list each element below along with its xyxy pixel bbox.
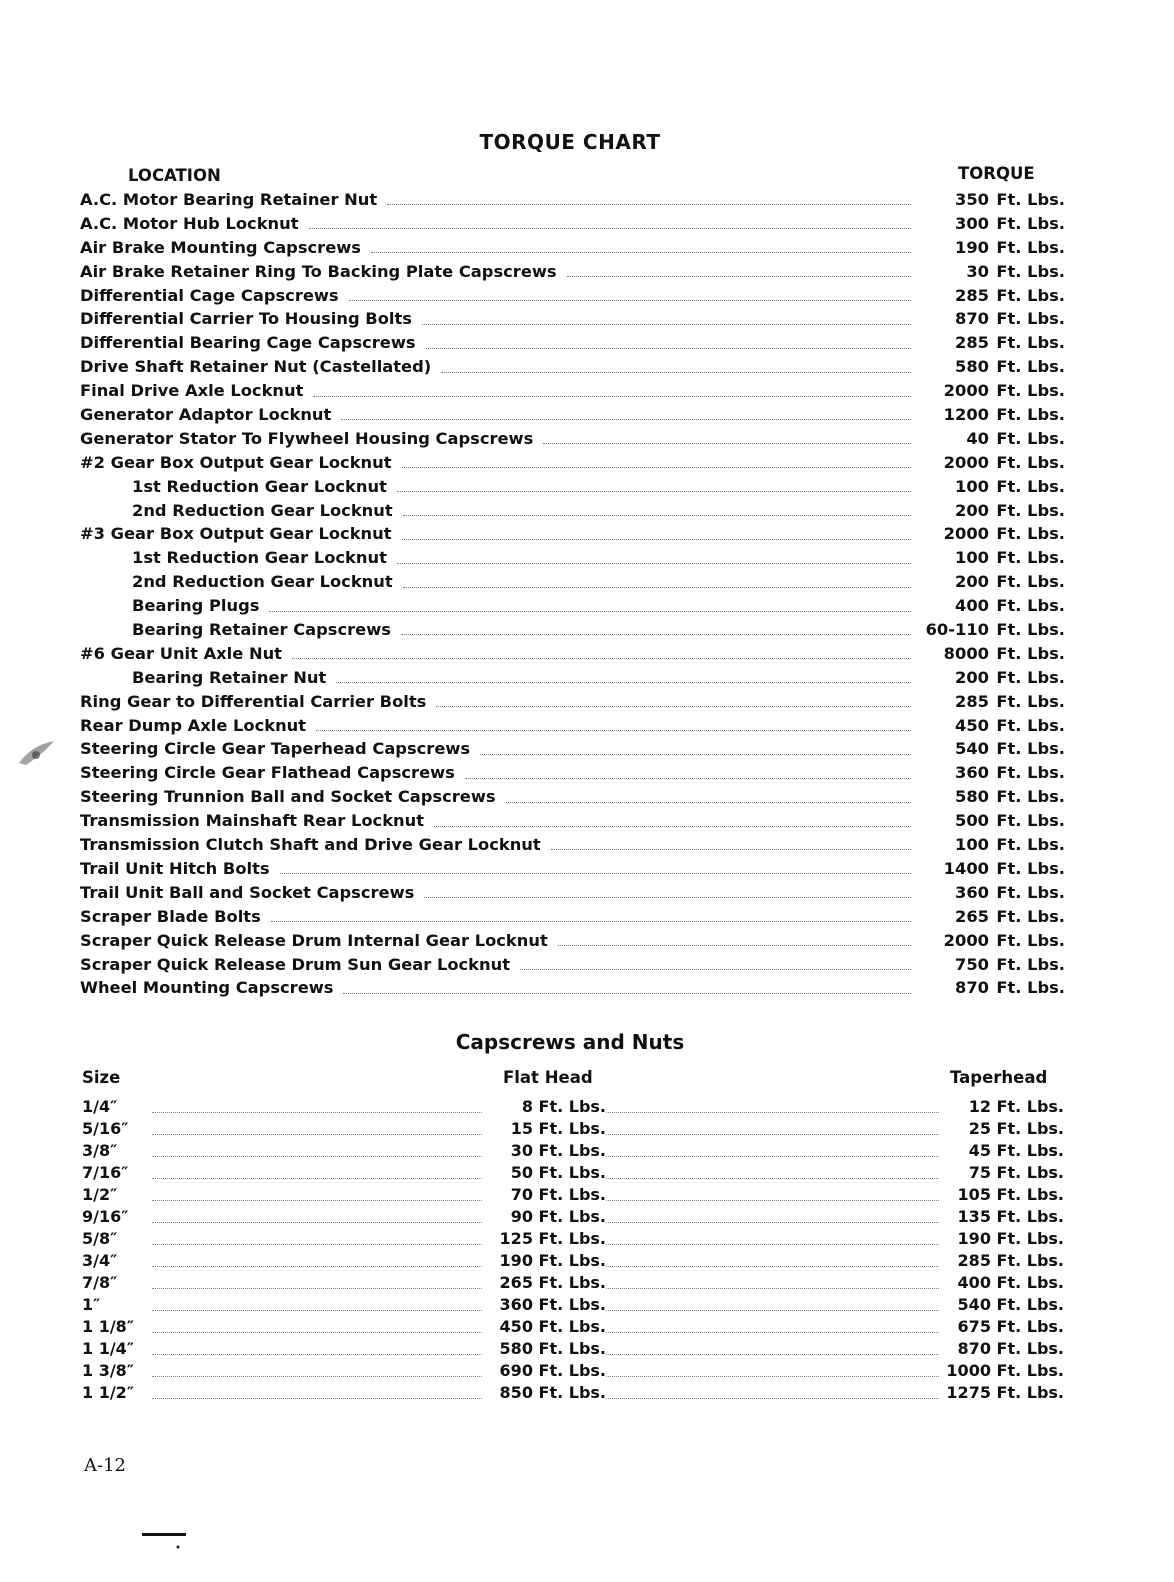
torque-value: 350 [955,190,989,209]
torque-row [80,403,1065,427]
torque-unit: Ft. Lbs. [996,691,1065,711]
torque-row [80,714,1065,738]
torque-unit: Ft. Lbs. [996,667,1065,687]
torque-row [80,905,1065,929]
torque-value: 30 [966,261,989,281]
torque-unit: Ft. Lbs. [996,572,1065,592]
taperhead-value: 135 Ft. Lbs. [957,1207,1064,1226]
leader-dots [606,1332,939,1333]
torque-value: 265 [955,906,989,926]
location-label: Steering Circle Gear Flathead Capscrews [80,763,455,783]
torque-row [80,188,1065,212]
torque-unit: Ft. Lbs. [996,596,1065,616]
size-value: 1/2″ [82,1185,118,1204]
torque-row [80,260,1065,284]
torque-value: 200 [955,500,989,520]
leader-dots [152,1156,482,1157]
location-label: Rear Dump Axle Locknut [80,715,307,735]
leader-dots [436,706,911,707]
location-label: Differential Bearing Cage Capscrews [80,333,416,353]
leader-dots [292,658,911,659]
torque-value: 450 [955,715,989,735]
taperhead-value: 675 Ft. Lbs. [957,1317,1064,1336]
flat-head-value: 70 Ft. Lbs. [510,1185,606,1204]
flat-head-value: 265 Ft. Lbs. [499,1273,606,1292]
flat-head-value: 90 Ft. Lbs. [510,1207,606,1226]
torque-row [80,618,1065,642]
capscrew-row [82,1140,1064,1162]
torque-value: 360 [955,882,989,902]
capscrew-row [82,1360,1064,1382]
location-column-header: LOCATION [128,166,221,185]
torque-unit: Ft. Lbs. [996,428,1065,448]
leader-dots [336,682,911,683]
torque-value: 750 [955,954,989,974]
taperhead-value: 1000 Ft. Lbs. [946,1361,1064,1380]
taperhead-value: 540 Ft. Lbs. [957,1295,1064,1314]
page-title: TORQUE CHART [479,130,661,154]
torque-unit: Ft. Lbs. [996,333,1065,353]
leader-dots [309,228,912,229]
torque-unit: Ft. Lbs. [996,643,1065,663]
leader-dots [465,778,911,779]
location-label: Trail Unit Hitch Bolts [80,858,270,878]
capscrew-row [82,1316,1064,1338]
flat-head-value: 360 Ft. Lbs. [499,1295,606,1314]
torque-unit: Ft. Lbs. [996,548,1065,568]
size-column-header: Size [82,1068,121,1087]
leader-dots [152,1112,482,1113]
torque-row [80,953,1065,977]
leader-dots [606,1244,939,1245]
leader-dots [402,539,912,540]
flat-head-value: 850 Ft. Lbs. [499,1383,606,1402]
taperhead-value: 285 Ft. Lbs. [957,1251,1064,1270]
capscrew-row [82,1206,1064,1228]
taperhead-value: 190 Ft. Lbs. [957,1229,1064,1248]
torque-value: 1200 [943,405,989,425]
location-label: A.C. Motor Hub Locknut [80,213,299,233]
leader-dots [316,730,911,731]
location-label: Differential Carrier To Housing Bolts [80,309,412,329]
torque-row [80,212,1065,236]
torque-value: 285 [955,333,989,353]
size-value: 7/8″ [82,1273,118,1292]
location-label: Transmission Mainshaft Rear Locknut [80,811,424,831]
torque-value: 2000 [943,381,989,401]
torque-unit: Ft. Lbs. [996,620,1065,640]
leader-dots [152,1288,482,1289]
torque-value: 2000 [943,930,989,950]
leader-dots [434,826,911,827]
taperhead-column-header: Taperhead [950,1068,1048,1087]
torque-value: 40 [966,428,989,448]
torque-unit: Ft. Lbs. [996,715,1065,735]
taperhead-value: 105 Ft. Lbs. [957,1185,1064,1204]
torque-table [80,188,1065,1000]
scan-dash-mark [140,1527,200,1557]
flat-head-value: 8 Ft. Lbs. [521,1097,606,1116]
torque-unit: Ft. Lbs. [996,213,1065,233]
location-label: Generator Adaptor Locknut [80,405,332,425]
torque-row [80,929,1065,953]
capscrew-row [82,1294,1064,1316]
capscrew-row [82,1096,1064,1118]
flat-head-value: 580 Ft. Lbs. [499,1339,606,1358]
torque-value: 870 [955,309,989,329]
size-value: 1 1/8″ [82,1317,134,1336]
location-label: Scraper Quick Release Drum Sun Gear Locknut [80,954,510,974]
location-label: A.C. Motor Bearing Retainer Nut [80,190,378,209]
torque-unit: Ft. Lbs. [996,906,1065,926]
taperhead-value: 1275 Ft. Lbs. [946,1383,1064,1402]
leader-dots [606,1266,939,1267]
torque-row [80,857,1065,881]
torque-column-header: TORQUE [958,164,1035,183]
torque-unit: Ft. Lbs. [996,405,1065,425]
torque-unit: Ft. Lbs. [996,787,1065,807]
leader-dots [422,324,911,325]
leader-dots [397,491,911,492]
location-label: Scraper Quick Release Drum Internal Gear Locknut [80,930,548,950]
torque-row [80,546,1065,570]
torque-value: 300 [955,213,989,233]
leader-dots [152,1398,482,1399]
leader-dots [152,1200,482,1201]
capscrews-section-title: Capscrews and Nuts [455,1030,685,1054]
capscrew-row [82,1228,1064,1250]
torque-value: 60-110 [925,620,989,640]
leader-dots [426,348,911,349]
size-value: 1″ [82,1295,101,1314]
leader-dots [441,372,911,373]
flat-head-value: 190 Ft. Lbs. [499,1251,606,1270]
size-value: 5/16″ [82,1119,129,1138]
torque-unit: Ft. Lbs. [996,452,1065,472]
torque-unit: Ft. Lbs. [996,500,1065,520]
leader-dots [280,873,911,874]
taperhead-value: 870 Ft. Lbs. [957,1339,1064,1358]
location-label: Air Brake Retainer Ring To Backing Plate Capscrews [80,261,557,281]
location-label: Generator Stator To Flywheel Housing Capscrews [80,428,534,448]
taperhead-value: 25 Ft. Lbs. [968,1119,1064,1138]
leader-dots [269,611,911,612]
torque-value: 100 [955,835,989,855]
torque-unit: Ft. Lbs. [996,357,1065,377]
location-label: Ring Gear to Differential Carrier Bolts [80,691,427,711]
leader-dots [567,276,911,277]
location-label: #3 Gear Box Output Gear Locknut [80,524,392,544]
location-label: #6 Gear Unit Axle Nut [80,643,282,663]
torque-value: 580 [955,357,989,377]
scan-smudge-mark [14,735,64,775]
size-value: 5/8″ [82,1229,118,1248]
leader-dots [313,396,911,397]
capscrew-row [82,1118,1064,1140]
size-value: 9/16″ [82,1207,129,1226]
location-label: Bearing Retainer Capscrews [132,620,391,640]
leader-dots [606,1354,939,1355]
torque-row [80,666,1065,690]
torque-unit: Ft. Lbs. [996,261,1065,281]
flat-head-value: 15 Ft. Lbs. [510,1119,606,1138]
size-value: 3/4″ [82,1251,118,1270]
torque-unit: Ft. Lbs. [996,811,1065,831]
torque-row [80,690,1065,714]
leader-dots [606,1222,939,1223]
torque-row [80,809,1065,833]
leader-dots [606,1134,939,1135]
flat-head-value: 125 Ft. Lbs. [499,1229,606,1248]
torque-row [80,331,1065,355]
torque-unit: Ft. Lbs. [996,237,1065,257]
capscrew-row [82,1162,1064,1184]
flat-head-value: 30 Ft. Lbs. [510,1141,606,1160]
location-label: Transmission Clutch Shaft and Drive Gear Locknut [80,835,541,855]
torque-unit: Ft. Lbs. [996,858,1065,878]
flat-head-column-header: Flat Head [503,1068,593,1087]
leader-dots [152,1222,482,1223]
torque-value: 870 [955,978,989,998]
torque-row [80,761,1065,785]
torque-row [80,976,1065,1000]
leader-dots [551,849,911,850]
torque-value: 400 [955,596,989,616]
torque-row [80,522,1065,546]
torque-value: 2000 [943,524,989,544]
leader-dots [152,1134,482,1135]
torque-row [80,570,1065,594]
leader-dots [397,563,911,564]
leader-dots [606,1200,939,1201]
torque-unit: Ft. Lbs. [996,954,1065,974]
torque-row [80,594,1065,618]
location-label: Differential Cage Capscrews [80,285,339,305]
leader-dots [271,921,911,922]
leader-dots [520,969,911,970]
location-label: Steering Circle Gear Taperhead Capscrews [80,739,471,759]
size-value: 3/8″ [82,1141,118,1160]
size-value: 1 1/2″ [82,1383,134,1402]
torque-row [80,785,1065,809]
leader-dots [506,802,911,803]
location-label: 2nd Reduction Gear Locknut [132,500,393,520]
torque-unit: Ft. Lbs. [996,381,1065,401]
torque-unit: Ft. Lbs. [996,835,1065,855]
leader-dots [606,1376,939,1377]
torque-value: 540 [955,739,989,759]
torque-row [80,379,1065,403]
torque-row [80,737,1065,761]
size-value: 7/16″ [82,1163,129,1182]
torque-row [80,284,1065,308]
leader-dots [606,1178,939,1179]
size-value: 1 3/8″ [82,1361,134,1380]
size-value: 1/4″ [82,1097,118,1116]
torque-value: 580 [955,787,989,807]
leader-dots [606,1112,939,1113]
leader-dots [606,1398,939,1399]
torque-unit: Ft. Lbs. [996,930,1065,950]
leader-dots [152,1244,482,1245]
location-label: Bearing Retainer Nut [132,667,327,687]
location-label: Steering Trunnion Ball and Socket Capscrews [80,787,496,807]
leader-dots [558,945,911,946]
location-label: 1st Reduction Gear Locknut [132,548,387,568]
torque-row [80,499,1065,523]
torque-unit: Ft. Lbs. [996,190,1065,209]
page-number: A-12 [84,1455,126,1476]
leader-dots [349,300,911,301]
flat-head-value: 450 Ft. Lbs. [499,1317,606,1336]
leader-dots [152,1266,482,1267]
taperhead-value: 75 Ft. Lbs. [968,1163,1064,1182]
location-label: Scraper Blade Bolts [80,906,261,926]
torque-row [80,451,1065,475]
torque-value: 200 [955,572,989,592]
size-value: 1 1/4″ [82,1339,134,1358]
capscrews-table [82,1096,1064,1404]
torque-value: 100 [955,476,989,496]
torque-row [80,833,1065,857]
torque-value: 500 [955,811,989,831]
leader-dots [387,204,911,205]
capscrew-row [82,1272,1064,1294]
torque-row [80,881,1065,905]
leader-dots [543,443,911,444]
torque-row [80,307,1065,331]
torque-value: 1400 [943,858,989,878]
capscrew-row [82,1338,1064,1360]
torque-value: 285 [955,691,989,711]
flat-head-value: 50 Ft. Lbs. [510,1163,606,1182]
location-label: Air Brake Mounting Capscrews [80,237,361,257]
torque-unit: Ft. Lbs. [996,524,1065,544]
torque-row [80,642,1065,666]
capscrew-row [82,1382,1064,1404]
torque-value: 200 [955,667,989,687]
location-label: Drive Shaft Retainer Nut (Castellated) [80,357,432,377]
leader-dots [152,1354,482,1355]
taperhead-value: 12 Ft. Lbs. [968,1097,1064,1116]
leader-dots [403,587,911,588]
leader-dots [152,1332,482,1333]
leader-dots [152,1376,482,1377]
capscrew-row [82,1250,1064,1272]
leader-dots [480,754,911,755]
torque-row [80,355,1065,379]
leader-dots [606,1288,939,1289]
torque-value: 2000 [943,452,989,472]
location-label: Bearing Plugs [132,596,260,616]
leader-dots [341,419,911,420]
leader-dots [403,515,911,516]
capscrew-row [82,1184,1064,1206]
taperhead-value: 400 Ft. Lbs. [957,1273,1064,1292]
torque-value: 190 [955,237,989,257]
torque-value: 8000 [943,643,989,663]
torque-value: 360 [955,763,989,783]
torque-unit: Ft. Lbs. [996,476,1065,496]
leader-dots [606,1156,939,1157]
torque-unit: Ft. Lbs. [996,978,1065,998]
taperhead-value: 45 Ft. Lbs. [968,1141,1064,1160]
leader-dots [424,897,911,898]
torque-value: 100 [955,548,989,568]
leader-dots [152,1178,482,1179]
location-label: 2nd Reduction Gear Locknut [132,572,393,592]
torque-value: 285 [955,285,989,305]
torque-unit: Ft. Lbs. [996,882,1065,902]
leader-dots [152,1310,482,1311]
leader-dots [343,993,911,994]
location-label: Trail Unit Ball and Socket Capscrews [80,882,415,902]
torque-unit: Ft. Lbs. [996,739,1065,759]
torque-row [80,475,1065,499]
leader-dots [606,1310,939,1311]
torque-row [80,427,1065,451]
flat-head-value: 690 Ft. Lbs. [499,1361,606,1380]
torque-row [80,236,1065,260]
location-label: 1st Reduction Gear Locknut [132,476,387,496]
location-label: Wheel Mounting Capscrews [80,978,334,998]
leader-dots [371,252,911,253]
torque-unit: Ft. Lbs. [996,309,1065,329]
torque-unit: Ft. Lbs. [996,763,1065,783]
location-label: #2 Gear Box Output Gear Locknut [80,452,392,472]
torque-unit: Ft. Lbs. [996,285,1065,305]
leader-dots [401,634,911,635]
leader-dots [402,467,912,468]
location-label: Final Drive Axle Locknut [80,381,304,401]
